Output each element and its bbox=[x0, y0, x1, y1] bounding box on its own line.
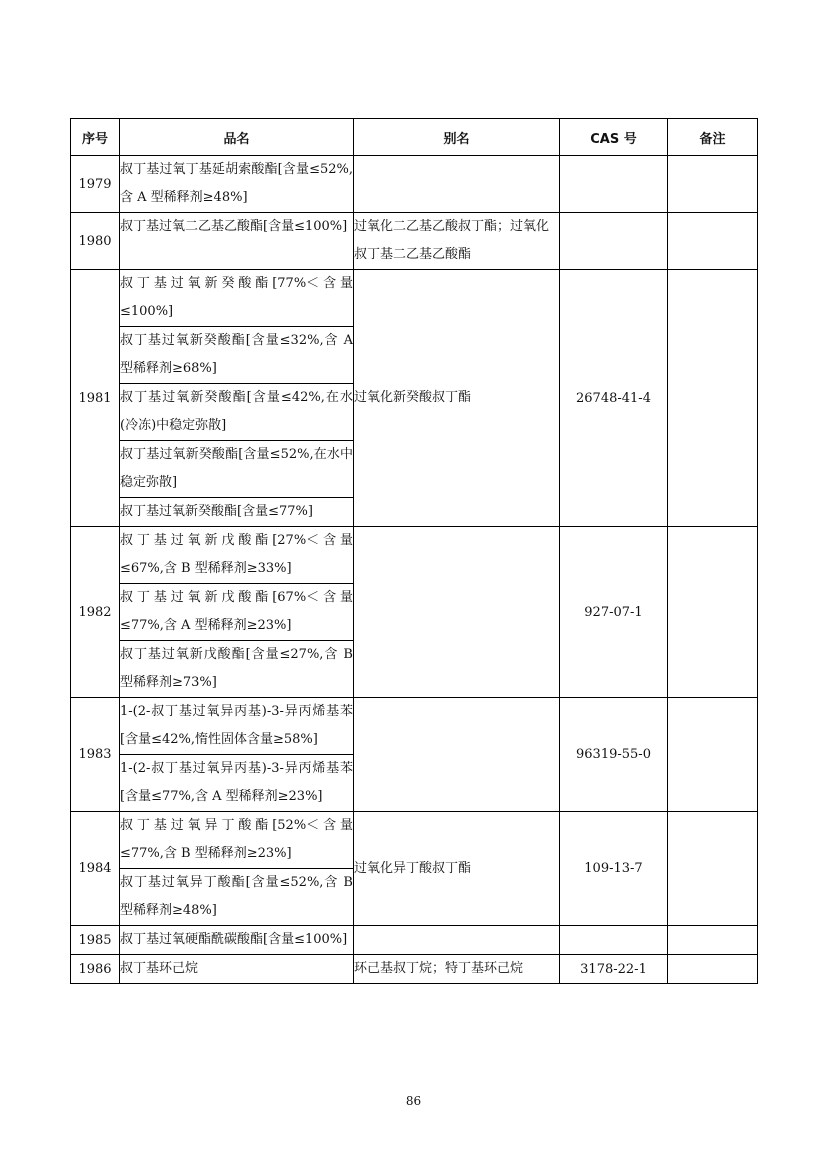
header-seq: 序号 bbox=[71, 119, 120, 156]
header-name: 品名 bbox=[120, 119, 354, 156]
row-seq: 1979 bbox=[71, 156, 120, 213]
row-alias: 过氧化新癸酸叔丁酯 bbox=[354, 270, 560, 527]
row-seq: 1982 bbox=[71, 527, 120, 698]
row-cas: 26748-41-4 bbox=[560, 270, 668, 527]
row-name: 叔丁基过氧新癸酸酯[77%＜含量≤100%] bbox=[120, 270, 354, 327]
row-note bbox=[668, 270, 758, 527]
row-cas bbox=[560, 156, 668, 213]
row-note bbox=[668, 698, 758, 812]
header-cas: CAS 号 bbox=[560, 119, 668, 156]
table-row bbox=[71, 698, 758, 755]
row-name: 叔丁基过氧新戊酸酯[27%＜含量≤67%,含 B 型稀释剂≥33%] bbox=[120, 527, 354, 584]
row-cas: 109-13-7 bbox=[560, 812, 668, 926]
table-row bbox=[71, 812, 758, 869]
row-name: 1-(2-叔丁基过氧异丙基)-3-异丙烯基苯[含量≤77%,含 A 型稀释剂≥23%] bbox=[120, 755, 354, 812]
row-name: 1-(2-叔丁基过氧异丙基)-3-异丙烯基苯[含量≤42%,惰性固体含量≥58%] bbox=[120, 698, 354, 755]
row-note bbox=[668, 527, 758, 698]
row-name: 叔丁基过氧丁基延胡索酸酯[含量≤52%,含 A 型稀释剂≥48%] bbox=[120, 156, 354, 213]
table-row bbox=[71, 527, 758, 584]
row-name: 叔丁基过氧新戊酸酯[含量≤27%,含 B 型稀释剂≥73%] bbox=[120, 641, 354, 698]
row-alias bbox=[354, 156, 560, 213]
row-note bbox=[668, 156, 758, 213]
row-cas: 3178-22-1 bbox=[560, 955, 668, 984]
row-name: 叔丁基过氧异丁酸酯[含量≤52%,含 B 型稀释剂≥48%] bbox=[120, 869, 354, 926]
row-name: 叔丁基过氧新癸酸酯[含量≤77%] bbox=[120, 498, 354, 527]
row-name: 叔丁基环己烷 bbox=[120, 955, 354, 984]
row-note bbox=[668, 812, 758, 926]
row-alias: 环己基叔丁烷；特丁基环己烷 bbox=[354, 955, 560, 984]
row-alias: 过氧化二乙基乙酸叔丁酯；过氧化叔丁基二乙基乙酸酯 bbox=[354, 213, 560, 270]
row-cas bbox=[560, 926, 668, 955]
row-seq: 1986 bbox=[71, 955, 120, 984]
header-note: 备注 bbox=[668, 119, 758, 156]
header-row bbox=[71, 119, 758, 156]
page-number: 86 bbox=[405, 1094, 422, 1108]
row-seq: 1980 bbox=[71, 213, 120, 270]
row-alias: 过氧化异丁酸叔丁酯 bbox=[354, 812, 560, 926]
row-note bbox=[668, 926, 758, 955]
table-row bbox=[71, 156, 758, 213]
table-row bbox=[71, 270, 758, 327]
table-row bbox=[71, 926, 758, 955]
row-cas bbox=[560, 213, 668, 270]
row-name: 叔丁基过氧硬酯酰碳酸酯[含量≤100%] bbox=[120, 926, 354, 955]
row-seq: 1985 bbox=[71, 926, 120, 955]
row-alias bbox=[354, 527, 560, 698]
row-alias bbox=[354, 698, 560, 812]
row-name: 叔丁基过氧新癸酸酯[含量≤32%,含 A 型稀释剂≥68%] bbox=[120, 327, 354, 384]
row-name: 叔丁基过氧异丁酸酯[52%＜含量≤77%,含 B 型稀释剂≥23%] bbox=[120, 812, 354, 869]
row-cas: 927-07-1 bbox=[560, 527, 668, 698]
row-seq: 1984 bbox=[71, 812, 120, 926]
row-note bbox=[668, 213, 758, 270]
row-cas: 96319-55-0 bbox=[560, 698, 668, 812]
table-row bbox=[71, 213, 758, 270]
row-name: 叔丁基过氧新癸酸酯[含量≤42%,在水(冷冻)中稳定弥散] bbox=[120, 384, 354, 441]
row-note bbox=[668, 955, 758, 984]
row-name: 叔丁基过氧新癸酸酯[含量≤52%,在水中稳定弥散] bbox=[120, 441, 354, 498]
row-alias bbox=[354, 926, 560, 955]
row-seq: 1981 bbox=[71, 270, 120, 527]
header-alias: 别名 bbox=[354, 119, 560, 156]
row-name: 叔丁基过氧二乙基乙酸酯[含量≤100%] bbox=[120, 213, 354, 270]
chemical-table bbox=[70, 118, 758, 984]
row-seq: 1983 bbox=[71, 698, 120, 812]
row-name: 叔丁基过氧新戊酸酯[67%＜含量≤77%,含 A 型稀释剂≥23%] bbox=[120, 584, 354, 641]
table-row bbox=[71, 955, 758, 984]
